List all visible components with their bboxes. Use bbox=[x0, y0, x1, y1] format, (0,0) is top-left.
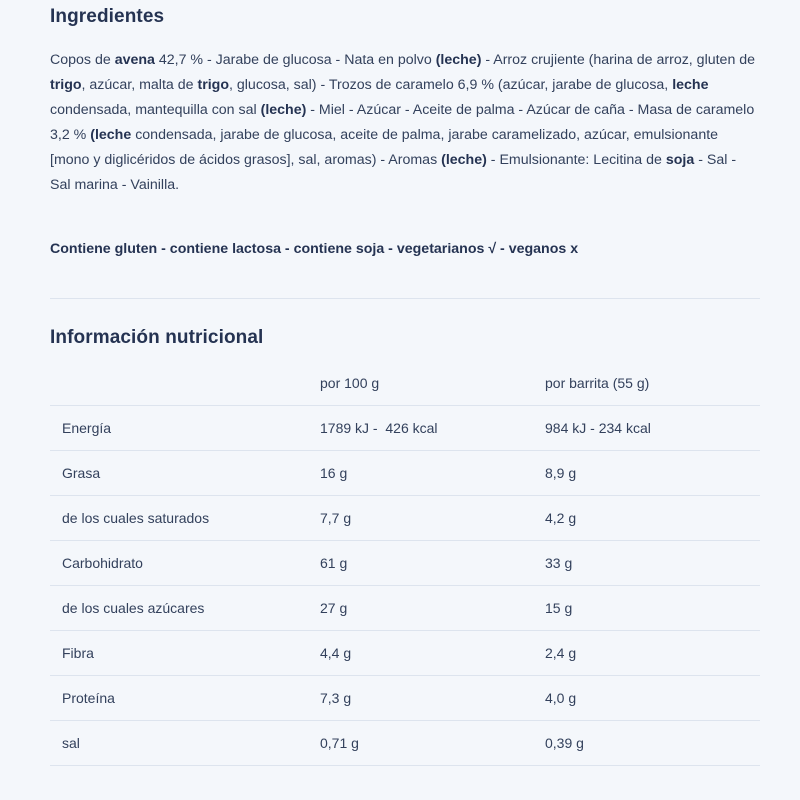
nutrition-row-label: de los cuales saturados bbox=[50, 496, 320, 541]
table-row bbox=[50, 676, 760, 721]
nutrition-row-per-100g: 7,7 g bbox=[320, 496, 545, 541]
nutrition-row-per-bar: 4,0 g bbox=[545, 676, 760, 721]
table-row bbox=[50, 586, 760, 631]
nutrition-heading: Información nutricional bbox=[50, 327, 264, 348]
nutrition-col-header-per-100g: por 100 g bbox=[320, 375, 380, 391]
nutrition-col-header-per-bar: por barrita (55 g) bbox=[545, 375, 650, 391]
nutrition-row-per-bar: 2,4 g bbox=[545, 631, 760, 676]
table-row bbox=[50, 631, 760, 676]
nutrition-row-per-100g: 27 g bbox=[320, 586, 545, 631]
nutrition-row-label: sal bbox=[50, 721, 320, 766]
nutrition-row-label: Grasa bbox=[50, 451, 320, 496]
table-row bbox=[50, 721, 760, 766]
section-divider bbox=[50, 298, 760, 299]
allergen-statement: Contiene gluten - contiene lactosa - contiene soja - vegetarianos √ - veganos x bbox=[50, 241, 579, 257]
nutrition-row-label: Fibra bbox=[50, 631, 320, 676]
nutrition-table-head bbox=[50, 367, 760, 406]
nutrition-row-per-100g: 7,3 g bbox=[320, 676, 545, 721]
nutrition-row-per-bar: 33 g bbox=[545, 541, 760, 586]
nutrition-row-per-100g: 1789 kJ - 426 kcal bbox=[320, 406, 545, 451]
nutrition-row-per-100g: 0,71 g bbox=[320, 721, 545, 766]
nutrition-row-label: Carbohidrato bbox=[50, 541, 320, 586]
table-row bbox=[50, 541, 760, 586]
ingredients-text: Copos de avena 42,7 % - Jarabe de glucosa - Nata en polvo (leche) - Arroz crujiente (harina de arroz, gluten de trigo, azúcar, malta de trigo, glucosa, sal) - Trozos de caramelo 6,9 % (azúcar, jarabe de glucosa, leche condensada, mantequilla con sal (leche) - Miel - Azúcar - Aceite de palma - Azúcar de caña - Masa de caramelo 3,2 % (leche condensada, jarabe de glucosa, aceite de palma, jarabe caramelizado, azúcar, emulsionante [mono y diglicéridos de ácidos grasos], sal, aromas) - Aromas (leche) - Emulsionante: Lecitina de soja - Sal - Sal marina - Vainilla. bbox=[50, 52, 756, 193]
nutrition-row-label: Energía bbox=[50, 406, 320, 451]
nutrition-row-label: de los cuales azúcares bbox=[50, 586, 320, 631]
nutrition-table bbox=[50, 367, 760, 766]
table-row bbox=[50, 496, 760, 541]
nutrition-row-per-100g: 61 g bbox=[320, 541, 545, 586]
nutrition-row-per-bar: 15 g bbox=[545, 586, 760, 631]
table-row bbox=[50, 406, 760, 451]
nutrition-row-label: Proteína bbox=[50, 676, 320, 721]
nutrition-col-header-label bbox=[50, 367, 320, 406]
nutrition-row-per-bar: 4,2 g bbox=[545, 496, 760, 541]
nutrition-header-row bbox=[50, 367, 760, 406]
nutrition-row-per-bar: 0,39 g bbox=[545, 721, 760, 766]
nutrition-table-body bbox=[50, 406, 760, 766]
nutrition-row-per-100g: 4,4 g bbox=[320, 631, 545, 676]
nutrition-row-per-bar: 984 kJ - 234 kcal bbox=[545, 406, 760, 451]
table-row bbox=[50, 451, 760, 496]
ingredients-heading: Ingredientes bbox=[50, 6, 165, 27]
nutrition-row-per-100g: 16 g bbox=[320, 451, 545, 496]
nutrition-row-per-bar: 8,9 g bbox=[545, 451, 760, 496]
